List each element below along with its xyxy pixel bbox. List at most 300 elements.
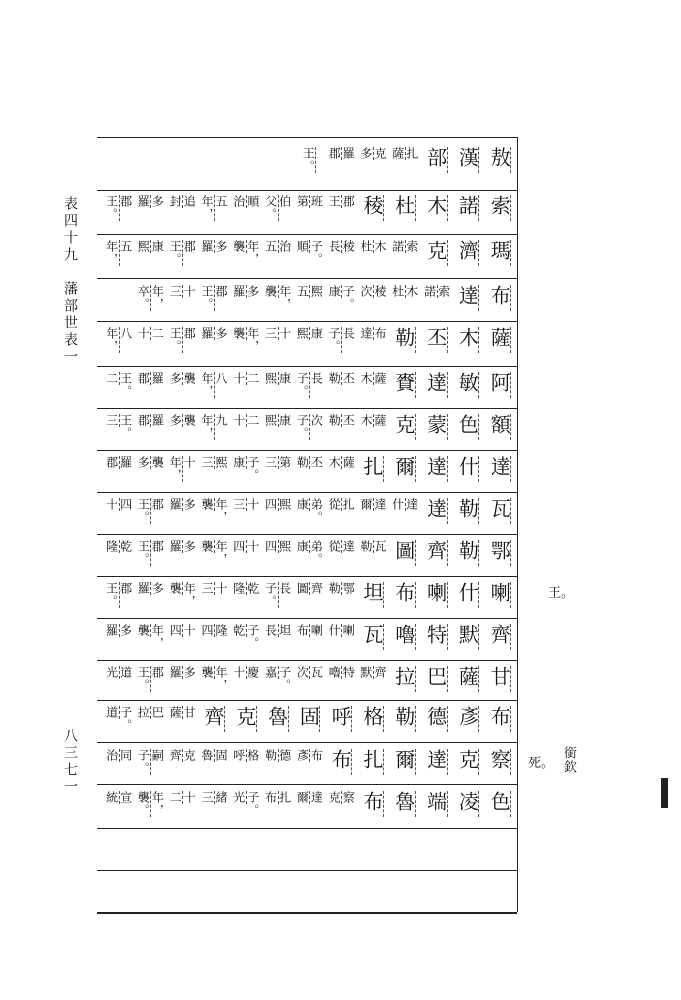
note-char: 嘉 bbox=[263, 666, 278, 679]
note-char: 熙 bbox=[309, 285, 324, 298]
note-char: 十 bbox=[277, 327, 292, 340]
note-char: 多 bbox=[359, 147, 373, 160]
note-char: 羅 bbox=[168, 540, 183, 553]
note-char: 木 bbox=[359, 414, 373, 427]
name-char: 特 bbox=[423, 624, 448, 650]
note-char: 追 bbox=[182, 195, 197, 208]
note-char: 從 bbox=[327, 498, 342, 511]
note-char: 木 bbox=[359, 372, 373, 385]
note-char: 多 bbox=[150, 582, 165, 595]
note-char: 多 bbox=[182, 540, 197, 553]
name-char: 布 bbox=[487, 706, 512, 732]
name-char: 薩 bbox=[455, 666, 480, 692]
note-char: 十 bbox=[231, 372, 246, 385]
note-char: 三 bbox=[200, 791, 214, 804]
note-char: 察 bbox=[341, 791, 356, 804]
note-char: 爾 bbox=[295, 791, 310, 804]
name-char: 達 bbox=[423, 749, 448, 775]
name-char: 達 bbox=[487, 456, 512, 482]
page-edge-mark bbox=[661, 778, 668, 808]
name-char: 格 bbox=[360, 706, 384, 732]
row-divider bbox=[97, 190, 517, 191]
note-char: 王。 bbox=[118, 372, 133, 398]
note-char: 稜 bbox=[341, 240, 356, 253]
note-char: 羅 bbox=[118, 456, 133, 469]
note-char: 子。 bbox=[263, 582, 278, 608]
note-char: 羅 bbox=[150, 414, 165, 427]
note-char: 丕 bbox=[309, 456, 324, 469]
note-char: 子。 bbox=[309, 240, 324, 266]
note-char: 子。 bbox=[245, 624, 260, 650]
note-char: 十 bbox=[136, 327, 151, 340]
note-char: 王。 bbox=[136, 498, 151, 524]
note-char: 長 bbox=[341, 327, 356, 340]
name-char: 布 bbox=[328, 749, 353, 775]
note-char: 諾 bbox=[390, 240, 405, 253]
note-char: 瓦 bbox=[373, 540, 387, 553]
note-char: 十 bbox=[231, 414, 246, 427]
note-char: 十 bbox=[182, 791, 197, 804]
note-char: 三 bbox=[231, 498, 246, 511]
note-char: 襲 bbox=[200, 666, 214, 679]
name-char: 濟 bbox=[455, 240, 480, 266]
note-char: 布 bbox=[373, 327, 387, 340]
note-char: 乾 bbox=[245, 582, 260, 595]
note-char: 子。 bbox=[327, 327, 342, 353]
bottom-rule bbox=[97, 912, 517, 914]
note-char: 康 bbox=[295, 540, 310, 553]
right-column-text-row14: 死。 bbox=[528, 756, 555, 771]
note-char: 薩 bbox=[341, 456, 356, 469]
note-char: 年， bbox=[150, 285, 165, 311]
note-char: 薩 bbox=[373, 414, 387, 427]
note-char: 長 bbox=[277, 582, 292, 595]
name-char: 端 bbox=[423, 791, 448, 817]
note-char: 什 bbox=[327, 624, 342, 637]
row-9-col-13 bbox=[99, 540, 139, 578]
note-char: 王 bbox=[327, 195, 342, 208]
note-char: 年， bbox=[104, 240, 119, 266]
note-char: 德 bbox=[277, 749, 292, 762]
note-char: 丕 bbox=[341, 372, 356, 385]
name-char: 克 bbox=[232, 706, 257, 732]
note-char: 布 bbox=[263, 791, 278, 804]
note-char: 郡 bbox=[327, 147, 342, 160]
name-char: 勒 bbox=[455, 540, 480, 566]
note-char: 熙 bbox=[295, 327, 310, 340]
note-char: 三 bbox=[263, 456, 278, 469]
note-char: 達 bbox=[359, 327, 373, 340]
note-char: 襲 bbox=[231, 327, 246, 340]
note-char: 三 bbox=[200, 582, 214, 595]
name-char: 瑪 bbox=[487, 240, 512, 266]
name-char: 達 bbox=[423, 372, 448, 398]
note-char: 康 bbox=[327, 285, 342, 298]
name-char: 什 bbox=[455, 582, 480, 608]
note-char: 年， bbox=[168, 456, 183, 482]
row-divider bbox=[97, 366, 517, 367]
note-char: 熙 bbox=[136, 240, 151, 253]
note-char: 年， bbox=[182, 582, 197, 608]
name-char: 鄂 bbox=[487, 540, 512, 566]
name-char: 勒 bbox=[455, 498, 480, 524]
row-6-col-13 bbox=[99, 414, 139, 452]
note-char: 特 bbox=[341, 666, 356, 679]
note-char: 長 bbox=[263, 624, 278, 637]
note-char: 多 bbox=[168, 414, 183, 427]
name-char: 圖 bbox=[391, 540, 416, 566]
name-char: 齊 bbox=[487, 624, 512, 650]
note-char: 封 bbox=[168, 195, 183, 208]
name-char: 敏 bbox=[455, 372, 480, 398]
note-char: 王。 bbox=[104, 582, 119, 608]
note-char: 二 bbox=[245, 372, 260, 385]
note-char: 四 bbox=[168, 624, 183, 637]
note-char: 圖 bbox=[295, 582, 310, 595]
name-char: 魯 bbox=[391, 791, 416, 817]
note-char: 多 bbox=[150, 195, 165, 208]
note-char: 次 bbox=[359, 285, 373, 298]
note-char: 年， bbox=[214, 666, 228, 692]
name-char: 杜 bbox=[391, 195, 416, 221]
row-13-col-13 bbox=[99, 706, 139, 744]
note-char: 郡 bbox=[150, 540, 165, 553]
note-char: 王。 bbox=[200, 285, 214, 311]
note-char: 羅 bbox=[150, 372, 165, 385]
note-char: 長 bbox=[327, 240, 342, 253]
name-char: 蒙 bbox=[423, 414, 448, 440]
right-column-text-row10: 王。 bbox=[548, 586, 575, 601]
note-char: 瓦 bbox=[309, 666, 324, 679]
note-char: 隆 bbox=[104, 540, 119, 553]
name-char: 瓦 bbox=[360, 624, 384, 650]
note-char: 多 bbox=[245, 285, 260, 298]
note-char: 年， bbox=[104, 327, 119, 353]
note-char: 王。 bbox=[168, 327, 183, 353]
note-char: 順 bbox=[295, 240, 310, 253]
note-char: 什 bbox=[390, 498, 405, 511]
name-char: 爾 bbox=[391, 749, 416, 775]
note-char: 二 bbox=[150, 327, 165, 340]
note-char: 四 bbox=[263, 498, 278, 511]
note-char: 年， bbox=[150, 624, 165, 650]
note-char: 多 bbox=[214, 240, 228, 253]
note-char: 郡 bbox=[182, 327, 197, 340]
name-char: 色 bbox=[455, 414, 480, 440]
name-char: 諾 bbox=[455, 195, 480, 221]
note-char: 甘 bbox=[182, 706, 197, 719]
note-char: 達 bbox=[404, 498, 419, 511]
name-char: 默 bbox=[455, 624, 480, 650]
name-char: 達 bbox=[455, 285, 480, 311]
note-char: 扎 bbox=[341, 498, 356, 511]
note-char: 襲 bbox=[150, 456, 165, 469]
row-1-col-13 bbox=[99, 195, 139, 233]
note-char: 索 bbox=[404, 240, 419, 253]
note-char: 長 bbox=[309, 372, 324, 385]
name-char: 齊 bbox=[423, 540, 448, 566]
header-col-7 bbox=[289, 147, 329, 187]
name-char: 色 bbox=[487, 791, 512, 817]
name-char: 齊 bbox=[201, 706, 225, 732]
note-char: 年， bbox=[150, 791, 165, 817]
note-char: 木 bbox=[404, 285, 419, 298]
note-char: 多 bbox=[168, 372, 183, 385]
note-char: 四 bbox=[118, 498, 133, 511]
note-char: 五 bbox=[263, 240, 278, 253]
note-char: 襲 bbox=[200, 540, 214, 553]
note-char: 十 bbox=[182, 456, 197, 469]
note-char: 子。 bbox=[136, 749, 151, 775]
name-char: 坦 bbox=[360, 582, 384, 608]
note-char: 襲 bbox=[136, 624, 151, 637]
name-char: 木 bbox=[455, 327, 480, 353]
note-char: 郡 bbox=[182, 240, 197, 253]
note-char: 慶 bbox=[245, 666, 260, 679]
row-11-col-13 bbox=[99, 624, 139, 662]
note-char: 十 bbox=[182, 624, 197, 637]
note-char: 鄂 bbox=[341, 582, 356, 595]
note-char: 班 bbox=[309, 195, 324, 208]
note-char: 熙 bbox=[214, 456, 228, 469]
note-char: 三 bbox=[104, 414, 119, 427]
row-4-col-13 bbox=[99, 327, 139, 365]
name-char: 部 bbox=[423, 147, 448, 173]
note-char: 羅 bbox=[136, 582, 151, 595]
note-char: 二 bbox=[245, 414, 260, 427]
note-char: 子。 bbox=[118, 706, 133, 732]
note-char: 康 bbox=[150, 240, 165, 253]
note-char: 達 bbox=[309, 791, 324, 804]
note-char: 三 bbox=[200, 456, 214, 469]
note-char: 格 bbox=[245, 749, 260, 762]
note-char: 年， bbox=[200, 372, 214, 398]
note-char: 熙 bbox=[277, 498, 292, 511]
note-char: 布 bbox=[309, 749, 324, 762]
right-column-note-row14 bbox=[562, 746, 575, 774]
note-char: 喇 bbox=[341, 624, 356, 637]
note-char: 襲。 bbox=[136, 791, 151, 817]
note-char: 諾 bbox=[422, 285, 437, 298]
name-char: 甘 bbox=[487, 666, 512, 692]
note-char: 多 bbox=[136, 456, 151, 469]
name-char: 達 bbox=[423, 456, 448, 482]
row-8-col-13 bbox=[99, 498, 139, 536]
name-char: 薩 bbox=[487, 327, 512, 353]
note-char: 羅 bbox=[231, 285, 246, 298]
note-char: 子。 bbox=[295, 414, 310, 440]
name-char: 什 bbox=[455, 456, 480, 482]
note-char: 坦 bbox=[277, 624, 292, 637]
name-char: 扎 bbox=[360, 456, 384, 482]
note-char: 二 bbox=[104, 372, 119, 385]
note-char: 四 bbox=[200, 624, 214, 637]
note-char: 克 bbox=[182, 749, 197, 762]
note-char: 襲 bbox=[182, 414, 197, 427]
name-char: 德 bbox=[423, 706, 448, 732]
note-char: 嗣 bbox=[150, 749, 165, 762]
note-char: 年， bbox=[245, 327, 260, 353]
name-char: 呼 bbox=[328, 706, 353, 732]
note-char: 齊 bbox=[373, 666, 387, 679]
note-char: 郡 bbox=[104, 456, 119, 469]
name-char: 彥 bbox=[455, 706, 480, 732]
note-char: 多 bbox=[182, 498, 197, 511]
note-char: 勒 bbox=[359, 540, 373, 553]
note-char: 固 bbox=[214, 749, 228, 762]
name-char: 魯 bbox=[264, 706, 289, 732]
note-char: 呼 bbox=[231, 749, 246, 762]
note-char: 乾 bbox=[231, 624, 246, 637]
name-char: 布 bbox=[391, 582, 416, 608]
note-char: 丕 bbox=[341, 414, 356, 427]
note-char: 郡 bbox=[136, 372, 151, 385]
note-char: 康 bbox=[277, 414, 292, 427]
running-head: 表四十九 藩部世表一 bbox=[62, 196, 78, 366]
note-char: 薩 bbox=[168, 706, 183, 719]
row-divider bbox=[97, 870, 517, 871]
note-char: 八 bbox=[214, 372, 228, 385]
note-char: 巴 bbox=[150, 706, 165, 719]
note-char: 十 bbox=[245, 540, 260, 553]
note-char: 杜 bbox=[390, 285, 405, 298]
note-char: 勒 bbox=[327, 582, 342, 595]
name-char: 克 bbox=[391, 414, 416, 440]
note-char: 康 bbox=[309, 327, 324, 340]
name-char: 拉 bbox=[391, 666, 416, 692]
row-divider bbox=[97, 234, 517, 235]
note-char: 五 bbox=[118, 240, 133, 253]
row-3-col-12 bbox=[130, 285, 170, 323]
note-char: 四 bbox=[263, 540, 278, 553]
note-char: 木 bbox=[327, 456, 342, 469]
note-char: 第 bbox=[277, 456, 292, 469]
note-char: 襲 bbox=[263, 285, 278, 298]
note-char: 弟。 bbox=[309, 498, 324, 524]
name-char: 布 bbox=[360, 791, 384, 817]
note-char: 治 bbox=[277, 240, 292, 253]
note-char: 三 bbox=[263, 327, 278, 340]
note-char: 王。 bbox=[301, 147, 316, 173]
note-char: 郡 bbox=[341, 195, 356, 208]
note-char: 多 bbox=[182, 666, 197, 679]
note-char: 道 bbox=[118, 666, 133, 679]
note-char: 郡 bbox=[150, 498, 165, 511]
note-char: 父。 bbox=[263, 195, 278, 221]
note-char: 王。 bbox=[118, 414, 133, 440]
note-char: 王。 bbox=[104, 195, 119, 221]
note-char: 達 bbox=[373, 498, 387, 511]
note-char: 羅 bbox=[136, 195, 151, 208]
name-char: 勒 bbox=[391, 327, 416, 353]
row-15-col-13 bbox=[99, 791, 139, 829]
note-char: 五 bbox=[214, 195, 228, 208]
name-char: 凌 bbox=[455, 791, 480, 817]
note-char: 光 bbox=[231, 791, 246, 804]
note-char: 宣 bbox=[118, 791, 133, 804]
row-12-col-13 bbox=[99, 666, 139, 704]
note-char: 次 bbox=[309, 414, 324, 427]
name-char: 敖 bbox=[487, 147, 512, 173]
note-char: 羅 bbox=[168, 666, 183, 679]
note-char: 順 bbox=[245, 195, 260, 208]
note-char: 子。 bbox=[245, 456, 260, 482]
note-char: 杜 bbox=[359, 240, 373, 253]
note-char: 羅 bbox=[104, 624, 119, 637]
note-char: 子。 bbox=[341, 285, 356, 311]
note-char: 治 bbox=[231, 195, 246, 208]
note-char: 十 bbox=[231, 666, 246, 679]
name-char: 額 bbox=[487, 414, 512, 440]
note-char: 王。 bbox=[136, 666, 151, 692]
note-char: 九 bbox=[214, 414, 228, 427]
note-char: 統 bbox=[104, 791, 119, 804]
note-char: 羅 bbox=[168, 498, 183, 511]
note-char: 熙 bbox=[277, 540, 292, 553]
note-char: 襲 bbox=[200, 498, 214, 511]
note-char: 多 bbox=[118, 624, 133, 637]
note-char: 木 bbox=[373, 240, 387, 253]
note-char: 治 bbox=[104, 749, 119, 762]
note-char: 年， bbox=[277, 285, 292, 311]
name-char: 察 bbox=[487, 749, 512, 775]
note-char: 羅 bbox=[341, 147, 356, 160]
name-char: 阿 bbox=[487, 372, 512, 398]
name-char: 喇 bbox=[423, 582, 448, 608]
note-char: 郡 bbox=[136, 414, 151, 427]
note-char: 三 bbox=[168, 285, 183, 298]
name-char: 喇 bbox=[487, 582, 512, 608]
note-char: 第 bbox=[295, 195, 310, 208]
note-char: 熙 bbox=[263, 414, 278, 427]
note-char: 齊 bbox=[309, 582, 324, 595]
note-char: 十 bbox=[104, 498, 119, 511]
note-char: 勒 bbox=[263, 749, 278, 762]
note-char: 年， bbox=[200, 195, 214, 221]
note-char: 扎 bbox=[277, 791, 292, 804]
note-char: 隆 bbox=[214, 624, 228, 637]
note-char: 襲 bbox=[168, 582, 183, 595]
note-char: 郡 bbox=[118, 195, 133, 208]
note-char: 伯 bbox=[277, 195, 292, 208]
note-char: 魯 bbox=[200, 749, 214, 762]
name-char: 木 bbox=[423, 195, 448, 221]
note-char: 彥 bbox=[295, 749, 310, 762]
note-char: 達 bbox=[341, 540, 356, 553]
note-char: 子。 bbox=[295, 372, 310, 398]
note-char: 從 bbox=[327, 540, 342, 553]
name-char: 固 bbox=[296, 706, 321, 732]
note-char: 卒。 bbox=[136, 285, 151, 311]
name-char: 爾 bbox=[391, 456, 416, 482]
note-char: 子。 bbox=[277, 666, 292, 692]
note-char: 薩 bbox=[390, 147, 405, 160]
note-char: 羅 bbox=[200, 240, 214, 253]
note-char: 欽 bbox=[561, 760, 576, 774]
note-char: 勒 bbox=[327, 414, 342, 427]
note-char: 同 bbox=[118, 749, 133, 762]
row-7-col-13 bbox=[99, 456, 139, 494]
page-number: 八三七一 bbox=[62, 728, 78, 796]
note-char: 年， bbox=[245, 240, 260, 266]
name-char: 達 bbox=[423, 498, 448, 524]
note-char: 羅 bbox=[200, 327, 214, 340]
name-char: 賚 bbox=[391, 372, 416, 398]
note-char: 年， bbox=[200, 414, 214, 440]
note-char: 弟。 bbox=[309, 540, 324, 566]
row-10-col-13 bbox=[99, 582, 139, 620]
note-char: 喇 bbox=[309, 624, 324, 637]
